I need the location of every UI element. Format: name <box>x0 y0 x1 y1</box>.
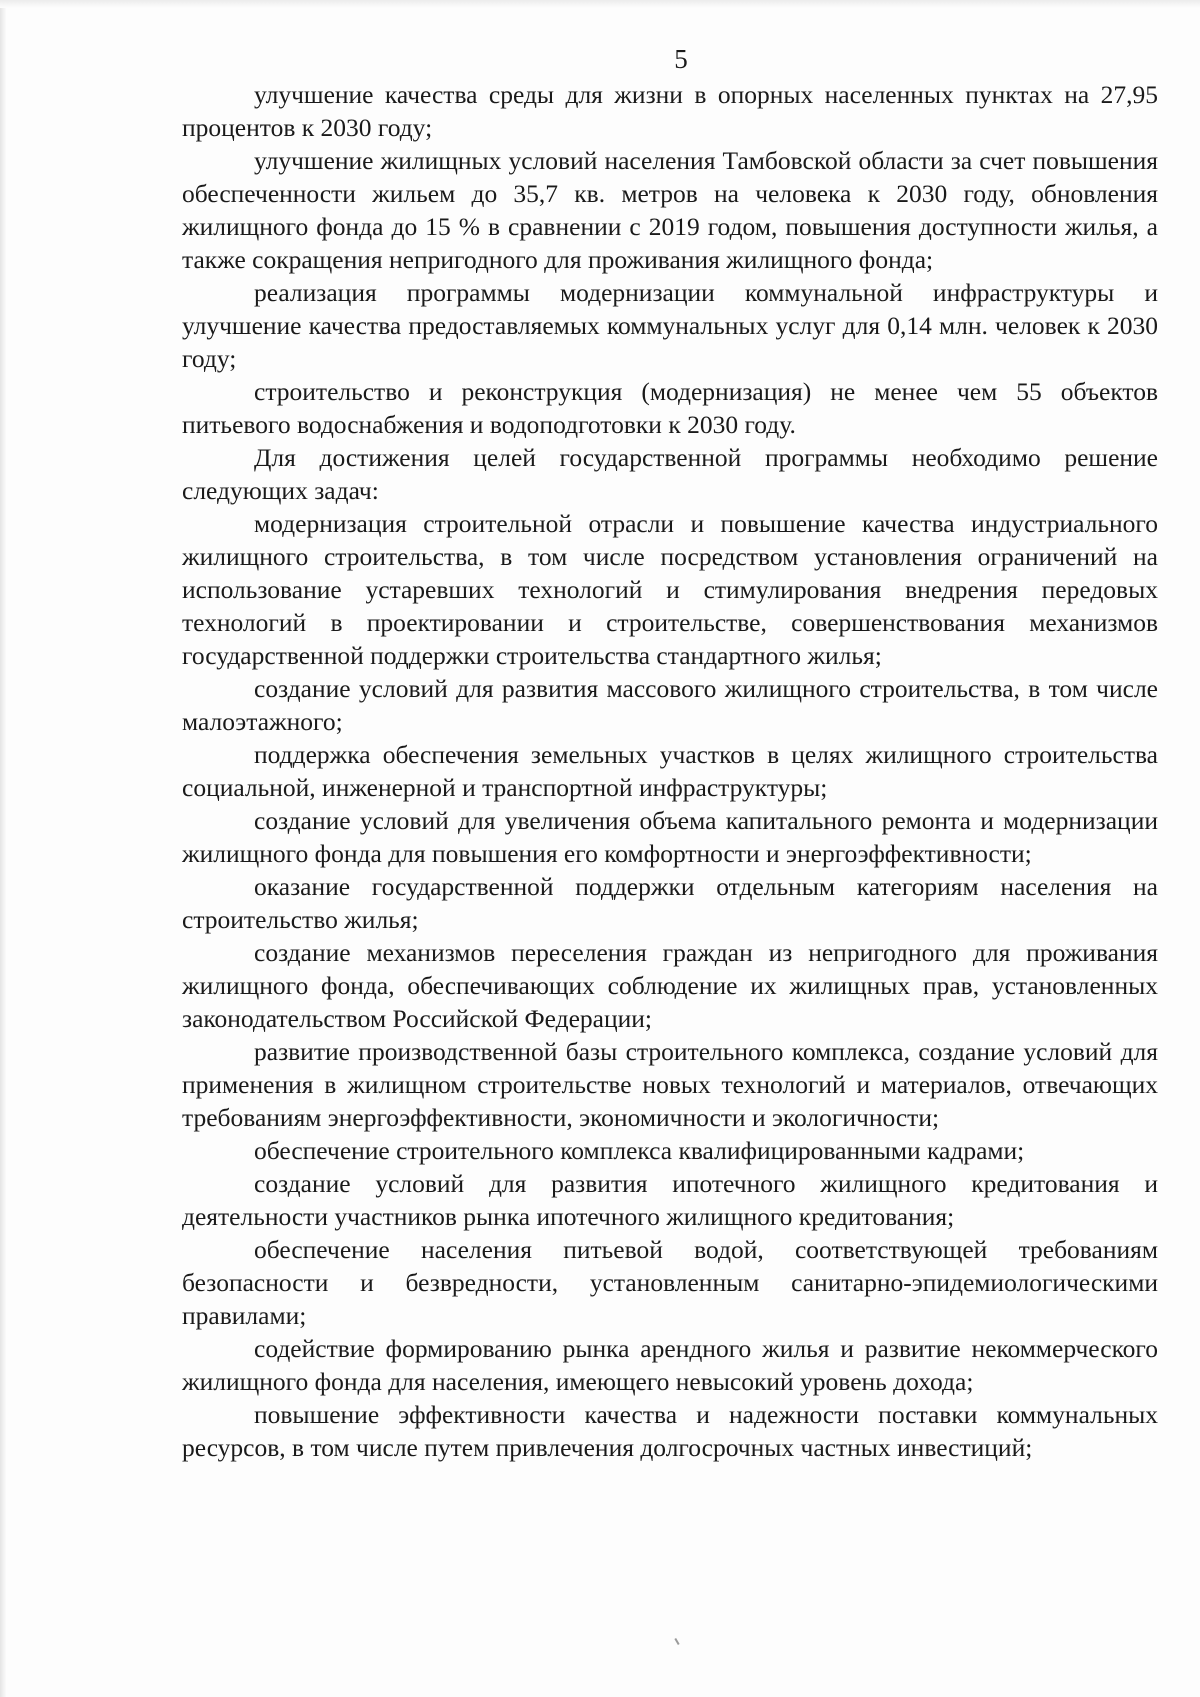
page-number: 5 <box>674 44 688 74</box>
body-text <box>182 78 1158 1464</box>
paragraph: создание условий для развития массового жилищного строительства, в том числе малоэтажного; <box>182 674 1158 736</box>
paragraph: улучшение жилищных условий населения Тамбовской области за счет повышения обеспеченности жильем до 35,7 кв. метров на человека к 2030 году, обновления жилищного фонда до 15 % в сравнении с 2019 годом, повышения доступности жилья, а также сокращения непригодного для проживания жилищного фонда; <box>182 146 1158 274</box>
paragraph: обеспечение населения питьевой водой, соответствующей требованиям безопасности и безвредности, установленным санитарно-эпидемиологическими правилами; <box>182 1235 1158 1330</box>
scan-speck <box>674 1638 679 1645</box>
paragraph: модернизация строительной отрасли и повышение качества индустриального жилищного строительства, в том числе посредством установления ограничений на использование устаревших технологий и стимулирования внедрения передовых технологий в проектировании и строительстве, совершенствования механизмов государственной поддержки строительства стандартного жилья; <box>182 509 1158 670</box>
paragraph: улучшение качества среды для жизни в опорных населенных пунктах на 27,95 процентов к 2030 году; <box>182 80 1158 142</box>
scan-edge-left <box>0 0 6 1697</box>
scan-edge-top <box>0 0 1200 8</box>
paragraph: обеспечение строительного комплекса квалифицированными кадрами; <box>254 1136 1025 1165</box>
paragraph: реализация программы модернизации коммунальной инфраструктуры и улучшение качества предоставляемых коммунальных услуг для 0,14 млн. человек к 2030 году; <box>182 278 1158 373</box>
paragraph: повышение эффективности качества и надежности поставки коммунальных ресурсов, в том числе путем привлечения долгосрочных частных инвестиций; <box>182 1400 1158 1462</box>
paragraph: строительство и реконструкция (модернизация) не менее чем 55 объектов питьевого водоснабжения и водоподготовки к 2030 году. <box>182 377 1158 439</box>
paragraph: поддержка обеспечения земельных участков в целях жилищного строительства социальной, инженерной и транспортной инфраструктуры; <box>182 740 1158 802</box>
paragraph: создание механизмов переселения граждан из непригодного для проживания жилищного фонда, обеспечивающих соблюдение их жилищных прав, установленных законодательством Российской Федерации; <box>182 938 1158 1033</box>
paragraph: создание условий для увеличения объема капитального ремонта и модернизации жилищного фонда для повышения его комфортности и энергоэффективности; <box>182 806 1158 868</box>
paragraph: Для достижения целей государственной программы необходимо решение следующих задач: <box>182 443 1158 505</box>
paragraph: оказание государственной поддержки отдельным категориям населения на строительство жилья; <box>182 872 1158 934</box>
paragraph: развитие производственной базы строительного комплекса, создание условий для применения в жилищном строительстве новых технологий и материалов, отвечающих требованиям энергоэффективности, экономичности и экологичности; <box>182 1037 1158 1132</box>
paragraph: создание условий для развития ипотечного жилищного кредитования и деятельности участников рынка ипотечного жилищного кредитования; <box>182 1169 1158 1231</box>
paragraph: содействие формированию рынка арендного жилья и развитие некоммерческого жилищного фонда для населения, имеющего невысокий уровень дохода; <box>182 1334 1158 1396</box>
